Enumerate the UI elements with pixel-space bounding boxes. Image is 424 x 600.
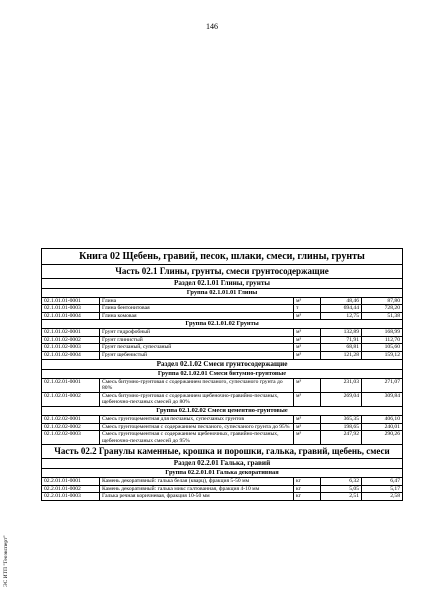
item-price-1: 2,51 bbox=[321, 493, 362, 501]
table-row bbox=[42, 312, 403, 320]
part-header-row bbox=[42, 265, 403, 279]
item-unit: т bbox=[294, 305, 321, 313]
table-row bbox=[42, 352, 403, 360]
table-row bbox=[42, 392, 403, 406]
item-unit: м³ bbox=[294, 344, 321, 352]
price-table-body bbox=[42, 249, 403, 501]
item-price-1: 71,91 bbox=[321, 336, 362, 344]
book-header-row bbox=[42, 249, 403, 265]
item-code: 02.1.02.02-0003 bbox=[42, 431, 100, 445]
item-price-1: 5,05 bbox=[321, 485, 362, 493]
section-title: Раздел 02.1.02 Смеси грунтосодержащие bbox=[42, 359, 403, 369]
item-code: 02.1.01.02-0003 bbox=[42, 344, 100, 352]
item-price-1: 6,32 bbox=[321, 477, 362, 485]
item-name: Смесь грунтоцементная с содержанием песчаного, супесчаного грунта до 95% bbox=[100, 423, 294, 431]
item-price-2: 159,12 bbox=[362, 352, 403, 360]
item-name: Камень декоративный: галька белая (кварц), фракция 5-50 мм bbox=[100, 477, 294, 485]
table-row bbox=[42, 431, 403, 445]
item-price-2: 728,20 bbox=[362, 305, 403, 313]
table-row bbox=[42, 329, 403, 337]
group-header-row bbox=[42, 407, 403, 416]
group-header-row bbox=[42, 369, 403, 378]
group-title: Группа 02.1.02.02 Смеси цементно-грунтовые bbox=[42, 407, 403, 416]
item-price-1: 247,92 bbox=[321, 431, 362, 445]
item-unit: м³ bbox=[294, 431, 321, 445]
item-price-2: 2,58 bbox=[362, 493, 403, 501]
item-price-1: 68,81 bbox=[321, 344, 362, 352]
item-price-1: 269,04 bbox=[321, 392, 362, 406]
item-code: 02.1.01.02-0004 bbox=[42, 352, 100, 360]
item-price-2: 87,80 bbox=[362, 297, 403, 305]
part-title: Часть 02.1 Глины, грунты, смеси грунтосодержащие bbox=[42, 265, 403, 279]
section-header-row bbox=[42, 278, 403, 288]
section-title: Раздел 02.1.01 Глины, грунты bbox=[42, 278, 403, 288]
item-unit: кг bbox=[294, 485, 321, 493]
table-row bbox=[42, 344, 403, 352]
item-name: Смесь битумно-грунтовая с содержанием щебеночно-гравийно-песчаных, щебеночно-песчаных смесей до 80% bbox=[100, 392, 294, 406]
item-price-2: 112,70 bbox=[362, 336, 403, 344]
item-name: Грунт гидрофобный bbox=[100, 329, 294, 337]
item-code: 02.2.01.01-0002 bbox=[42, 485, 100, 493]
book-title: Книга 02 Щебень, гравий, песок, шлаки, смеси, глины, грунты bbox=[42, 249, 403, 265]
item-name: Смесь грунтоцементная с содержанием щебеночных, гравийно-песчаных, щебеночно-песчаных смесей до 95% bbox=[100, 431, 294, 445]
item-price-1: 132,89 bbox=[321, 329, 362, 337]
table-row bbox=[42, 493, 403, 501]
item-code: 02.1.01.02-0001 bbox=[42, 329, 100, 337]
group-header-row bbox=[42, 468, 403, 477]
group-title: Группа 02.1.01.02 Грунты bbox=[42, 320, 403, 329]
item-price-1: 231,03 bbox=[321, 378, 362, 392]
item-unit: кг bbox=[294, 477, 321, 485]
item-code: 02.1.02.02-0001 bbox=[42, 416, 100, 424]
section-header-row bbox=[42, 458, 403, 468]
item-name: Камень декоративный: галька микс галтованная, фракция 4-10 мм bbox=[100, 485, 294, 493]
item-code: 02.1.02.02-0002 bbox=[42, 423, 100, 431]
item-unit: м³ bbox=[294, 329, 321, 337]
table-row bbox=[42, 297, 403, 305]
item-code: 02.2.01.01-0001 bbox=[42, 477, 100, 485]
item-price-2: 6,47 bbox=[362, 477, 403, 485]
price-table bbox=[41, 248, 403, 501]
item-code: 02.1.02.01-0001 bbox=[42, 378, 100, 392]
item-unit: м³ bbox=[294, 378, 321, 392]
item-code: 02.1.02.01-0002 bbox=[42, 392, 100, 406]
item-unit: м³ bbox=[294, 416, 321, 424]
item-code: 02.1.01.01-0001 bbox=[42, 297, 100, 305]
group-header-row bbox=[42, 288, 403, 297]
part-title: Часть 02.2 Гранулы каменные, крошка и порошки, галька, гравий, щебень, смеси bbox=[42, 445, 403, 459]
item-price-2: 105,60 bbox=[362, 344, 403, 352]
item-price-2: 5,17 bbox=[362, 485, 403, 493]
item-unit: кг bbox=[294, 493, 321, 501]
item-unit: м³ bbox=[294, 336, 321, 344]
section-title: Раздел 02.2.01 Галька, гравий bbox=[42, 458, 403, 468]
item-price-1: 121,28 bbox=[321, 352, 362, 360]
item-name: Грунт песчаный, супесчаный bbox=[100, 344, 294, 352]
item-name: Глина bbox=[100, 297, 294, 305]
item-price-1: 12,75 bbox=[321, 312, 362, 320]
item-price-1: 365,35 bbox=[321, 416, 362, 424]
item-code: 02.2.01.01-0003 bbox=[42, 493, 100, 501]
item-unit: м³ bbox=[294, 423, 321, 431]
item-price-2: 168,99 bbox=[362, 329, 403, 337]
item-code: 02.1.01.02-0002 bbox=[42, 336, 100, 344]
table-row bbox=[42, 485, 403, 493]
table-row bbox=[42, 305, 403, 313]
side-stamp: ЭС ИТП "Геоэксперт" bbox=[3, 535, 9, 587]
item-price-2: 406,10 bbox=[362, 416, 403, 424]
item-price-2: 51,38 bbox=[362, 312, 403, 320]
table-row bbox=[42, 423, 403, 431]
item-unit: м³ bbox=[294, 392, 321, 406]
page-number: 146 bbox=[206, 22, 218, 31]
group-title: Группа 02.2.01.01 Галька декоративная bbox=[42, 468, 403, 477]
item-name: Галька речная коричневая, фракция 10-50 мм bbox=[100, 493, 294, 501]
part-header-row bbox=[42, 445, 403, 459]
item-price-1: 694,44 bbox=[321, 305, 362, 313]
item-name: Смесь битумно-грунтовая с содержанием песчаного, супесчаного грунта до 80% bbox=[100, 378, 294, 392]
table-row bbox=[42, 477, 403, 485]
item-name: Смесь грунтоцементная для песчаных, супесчаных грунтов bbox=[100, 416, 294, 424]
group-title: Группа 02.1.02.01 Смеси битумно-грунтовые bbox=[42, 369, 403, 378]
section-header-row bbox=[42, 359, 403, 369]
table-row bbox=[42, 378, 403, 392]
group-title: Группа 02.1.01.01 Глины bbox=[42, 288, 403, 297]
item-name: Грунт щебенистый bbox=[100, 352, 294, 360]
item-unit: м³ bbox=[294, 352, 321, 360]
item-code: 02.1.01.01-0003 bbox=[42, 305, 100, 313]
group-header-row bbox=[42, 320, 403, 329]
item-price-2: 290,26 bbox=[362, 431, 403, 445]
item-price-2: 309,84 bbox=[362, 392, 403, 406]
item-price-1: 198,65 bbox=[321, 423, 362, 431]
table-row bbox=[42, 416, 403, 424]
item-name: Грунт глинистый bbox=[100, 336, 294, 344]
item-unit: м³ bbox=[294, 297, 321, 305]
item-name: Глина комовая bbox=[100, 312, 294, 320]
item-name: Глина бентонитовая bbox=[100, 305, 294, 313]
item-price-2: 240,01 bbox=[362, 423, 403, 431]
item-unit: м³ bbox=[294, 312, 321, 320]
table-row bbox=[42, 336, 403, 344]
item-price-2: 271,07 bbox=[362, 378, 403, 392]
item-price-1: 48,46 bbox=[321, 297, 362, 305]
item-code: 02.1.01.01-0004 bbox=[42, 312, 100, 320]
